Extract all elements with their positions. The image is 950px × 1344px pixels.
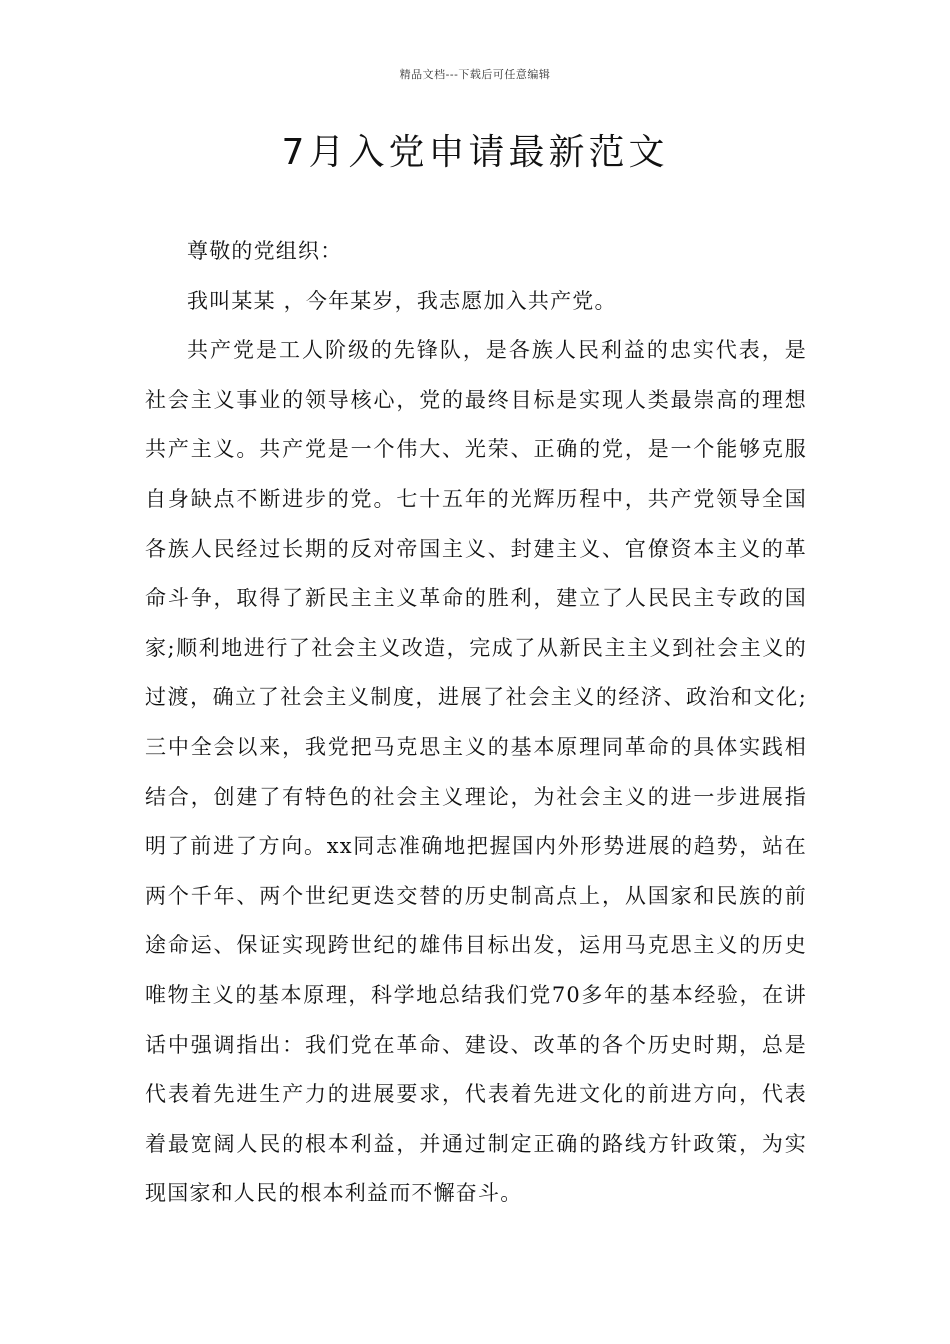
document-title: 7月入党申请最新范文 — [281, 132, 669, 173]
main-paragraph: 共产党是工人阶级的先锋队，是各族人民利益的忠实代表，是社会主义事业的领导核心，党的最终目标是实现人类最崇高的理想共产主义。共产党是一个伟大、光荣、正确的党，是一个能够克服自身缺点不断进步的党。七十五年的光辉历程中，共产党领导全国各族人民经过长期的反对帝国主义、封建主义、官僚资本主义的革命斗争，取得了新民主主义革命的胜利，建立了人民民主专政的国家;顺利地进行了社会主义改造，完成了从新民主主义到社会主义的过渡，确立了社会主义制度，进展了社会主义的经济、政治和文化;三中全会以来，我党把马克思主义的基本原理同革命的具体实践相结合，创建了有特色的社会主义理论，为社会主义的进一步进展指明了前进了方向。xx同志准确地把握国内外形势进展的趋势，站在两个千年、两个世纪更迭交替的历史制高点上，从国家和民族的前途命运、保证实现跨世纪的雄伟目标出发，运用马克思主义的历史唯物主义的基本原理，科学地总结我们党70多年的基本经验，在讲话中强调指出：我们党在革命、建设、改革的各个历史时期，总是代表着先进生产力的进展要求，代表着先进文化的前进方向，代表着最宽阔人民的根本利益，并通过制定正确的路线方针政策，为实现国家和人民的根本利益而不懈奋斗。 — [145, 338, 807, 1206]
salutation: 尊敬的党组织： — [187, 239, 343, 263]
intro-paragraph: 我叫某某 ，今年某岁，我志愿加入共产党。 — [187, 288, 617, 313]
document-body — [145, 227, 807, 1219]
header-note: 精品文档---下载后可任意编辑 — [399, 68, 551, 81]
